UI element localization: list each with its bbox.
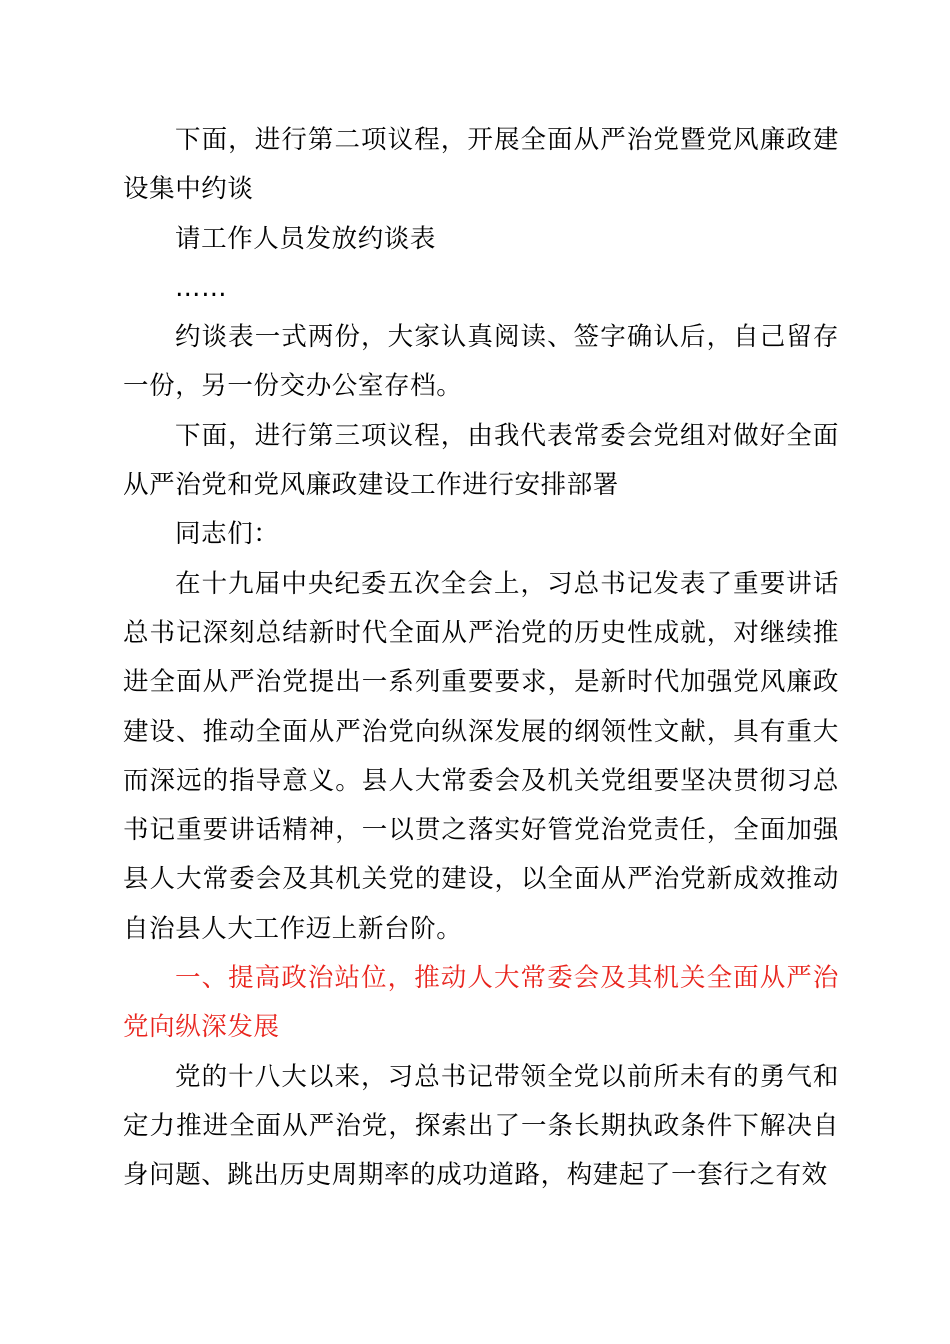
speech-paragraph: 在十九届中央纪委五次全会上，习总书记发表了重要讲话总书记深刻总结新时代全面从严治党的历史性成就，对继续推进全面从严治党提出一系列重要要求，是新时代加强党风廉政建设、推动全面从严治党向纵深发展的纲领性文献，具有重大而深远的指导意义。县人大常委会及机关党组要坚决贯彻习总书记重要讲话精神，一以贯之落实好管党治党责任，全面加强县人大常委会及其机关党的建设，以全面从严治党新成效推动自治县人大工作迈上新台阶。 bbox=[123, 568, 839, 944]
section-one-paragraph: 党的十八大以来，习总书记带领全党以前所未有的勇气和定力推进全面从严治党，探索出了一条长期执政条件下解决自身问题、跳出历史周期率的成功道路，构建起了一套行之有效 bbox=[123, 1061, 839, 1191]
agenda-item-two: 下面，进行第二项议程，开展全面从严治党暨党风廉政建设集中约谈 bbox=[123, 125, 839, 205]
ellipsis-line: …… bbox=[175, 272, 228, 303]
section-heading-one: 一、提高政治站位，推动人大常委会及其机关全面从严治党向纵深发展 bbox=[123, 963, 839, 1043]
salutation: 同志们： bbox=[175, 519, 280, 550]
distribute-forms-instruction: 请工作人员发放约谈表 bbox=[175, 223, 437, 254]
agenda-item-three: 下面，进行第三项议程，由我代表常委会党组对做好全面从严治党和党风廉政建设工作进行安排部署 bbox=[123, 420, 839, 501]
document-body bbox=[123, 116, 839, 1201]
form-copies-paragraph: 约谈表一式两份，大家认真阅读、签字确认后，自己留存一份，另一份交办公室存档。 bbox=[123, 322, 839, 402]
